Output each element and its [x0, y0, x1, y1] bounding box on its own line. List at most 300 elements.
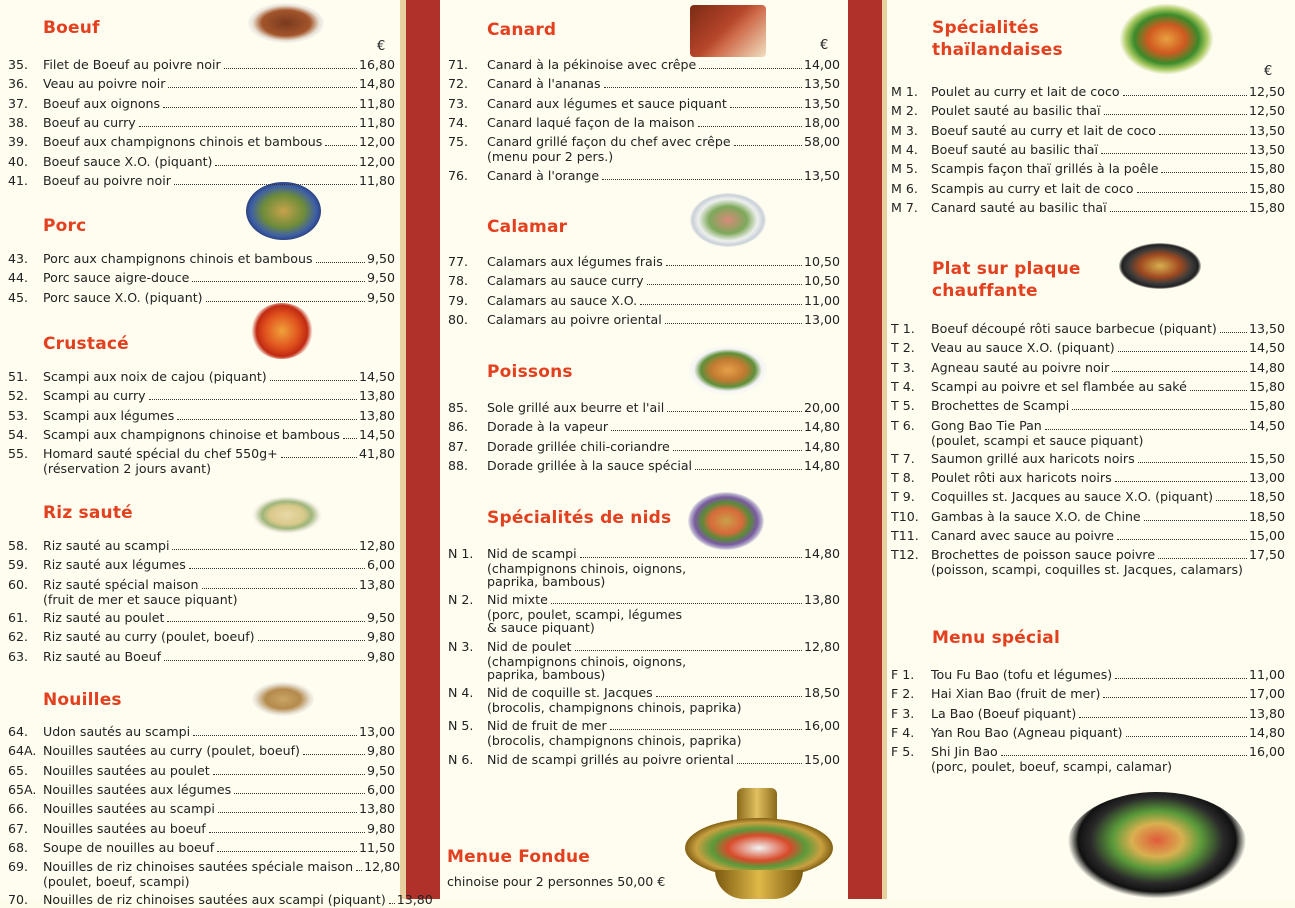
menu-panel-left: [0, 0, 433, 908]
item-name: Agneau sauté au poivre noir: [931, 359, 1110, 375]
item-number: 39.: [8, 134, 29, 150]
item-number: T 8.: [891, 470, 915, 486]
item-number: 85.: [448, 400, 469, 415]
dot-leader: [1072, 409, 1247, 410]
item-price: 18,50: [803, 684, 840, 700]
item-description: (porc, poulet, scampi, légumes: [487, 607, 683, 623]
menu-item: [448, 96, 840, 112]
currency-symbol: €: [377, 39, 386, 54]
item-number: 71.: [448, 57, 469, 72]
item-price: 11,80: [358, 172, 395, 188]
item-name: Dorade grillée à la sauce spécial: [487, 457, 693, 473]
item-name: Riz sauté au scampi: [43, 538, 170, 553]
beef-dish-photo: [248, 3, 324, 43]
item-name: Homard sauté spécial du chef 550g+: [43, 446, 278, 462]
item-name: Nouilles sautées au scampi: [43, 801, 215, 817]
dot-leader: [356, 870, 362, 871]
menu-item: [8, 446, 395, 475]
item-price: 12,80: [364, 859, 401, 875]
hot-plate-photo: [1119, 243, 1201, 289]
item-description: (poulet, scampi et sauce piquant): [931, 432, 1144, 448]
dot-leader: [551, 603, 802, 604]
item-name: Saumon grillé aux haricots noirs: [931, 450, 1135, 466]
item-description: (champignons chinois, oignons,: [487, 561, 687, 576]
dot-leader: [580, 557, 802, 558]
dot-leader: [1103, 697, 1247, 698]
item-number: 70.: [8, 892, 29, 908]
item-name: Boeuf au curry: [43, 114, 136, 130]
section-title-menu-special: Menu spécial: [932, 628, 1060, 648]
item-name: Sole grillé aux beurre et l'ail: [487, 400, 665, 415]
item-description: paprika, bambous): [487, 666, 606, 682]
item-price: 9,80: [366, 743, 395, 759]
item-price: 12,00: [358, 153, 395, 169]
menu-item: [8, 115, 395, 131]
menu-item: [8, 96, 395, 112]
menu-item: [8, 369, 395, 385]
dot-leader: [303, 754, 365, 755]
menu-item: [8, 76, 395, 92]
item-price: 14,80: [803, 457, 840, 473]
item-description: (poisson, scampi, coquilles st. Jacques, calamars): [931, 562, 1243, 578]
item-name: Riz sauté au Boeuf: [43, 648, 162, 664]
item-number: M 1.: [891, 84, 918, 99]
item-price: 9,50: [366, 609, 395, 625]
item-number: 86.: [448, 419, 469, 435]
dot-leader: [575, 650, 802, 651]
item-price: 9,50: [366, 289, 395, 305]
item-price: 12,00: [358, 134, 395, 150]
item-price: 6,00: [366, 781, 395, 797]
section-title-nids: Spécialités de nids: [487, 508, 672, 528]
currency-symbol: €: [1264, 64, 1273, 79]
dot-leader: [389, 903, 395, 904]
item-price: 14,00: [803, 57, 840, 72]
item-number: F 3.: [891, 705, 915, 721]
item-name: Riz sauté au poulet: [43, 609, 165, 625]
item-name: Soupe de nouilles au boeuf: [43, 839, 215, 855]
menu-item: [8, 408, 395, 424]
dot-leader: [224, 68, 357, 69]
item-name: Canard à la pékinoise avec crêpe: [487, 57, 697, 72]
menu-item: [8, 629, 395, 645]
menu-item: [8, 251, 395, 267]
menu-item: [8, 173, 395, 189]
item-name: Canard avec sauce au poivre: [931, 528, 1114, 543]
item-description: (réservation 2 jours avant): [43, 461, 212, 477]
item-name: Hai Xian Bao (fruit de mer): [931, 686, 1101, 702]
item-price: 9,80: [366, 648, 395, 664]
section-title-boeuf: Boeuf: [43, 18, 100, 38]
item-name: Shi Jin Bao: [931, 744, 998, 760]
menu-item: [8, 649, 395, 665]
dot-leader: [1158, 558, 1247, 559]
item-price: 9,50: [366, 762, 395, 778]
item-name: Nid de scampi: [487, 546, 577, 561]
item-price: 14,80: [1248, 359, 1285, 375]
item-number: M 6.: [891, 180, 918, 196]
pork-dish-photo: [246, 182, 321, 240]
item-number: 69.: [8, 859, 29, 875]
item-price: 13,80: [358, 407, 395, 423]
menu-item: [891, 528, 1285, 544]
item-name: Calamars aux légumes frais: [487, 254, 663, 269]
menu-item: [8, 557, 395, 573]
item-number: N 5.: [448, 718, 474, 734]
menu-item: [891, 161, 1285, 177]
item-number: T 4.: [891, 378, 915, 394]
item-name: Nouilles sautées au poulet: [43, 762, 210, 778]
item-name: Boeuf aux champignons chinois et bambous: [43, 134, 323, 150]
item-price: 14,80: [803, 546, 840, 561]
item-price: 15,80: [1248, 180, 1285, 196]
item-number: T 1.: [891, 321, 915, 336]
panel-divider: [848, 0, 882, 899]
item-price: 14,50: [358, 369, 395, 384]
section-title-line: thaïlandaises: [932, 40, 1063, 60]
menu-item: [448, 254, 840, 270]
item-name: Nouilles de riz chinoises sautées spéciale maison: [43, 859, 354, 875]
menu-item: [8, 763, 395, 779]
menu-item: [448, 439, 840, 455]
menu-item: [8, 154, 395, 170]
item-description: paprika, bambous): [487, 574, 606, 589]
item-number: T10.: [891, 508, 919, 524]
menu-item: [8, 610, 395, 626]
item-price: 14,50: [1248, 340, 1285, 356]
item-description: (menu pour 2 pers.): [487, 149, 614, 165]
item-price: 6,00: [366, 557, 395, 573]
dot-leader: [602, 179, 802, 180]
item-name: Yan Rou Bao (Agneau piquant): [931, 724, 1123, 740]
item-name: Canard sauté au basilic thaï: [931, 199, 1107, 215]
dot-leader: [1118, 351, 1247, 352]
dot-leader: [611, 430, 802, 431]
section-title-crustace: Crustacé: [43, 334, 129, 354]
item-price: 15,80: [1248, 199, 1285, 215]
item-number: 64.: [8, 724, 29, 739]
item-price: 15,00: [1248, 528, 1285, 543]
item-price: 13,80: [396, 892, 433, 908]
item-number: 65A.: [8, 781, 37, 797]
item-price: 13,50: [803, 76, 840, 92]
item-number: 58.: [8, 538, 29, 553]
item-name: Scampi aux noix de cajou (piquant): [43, 369, 267, 384]
item-name: Scampi au poivre et sel flambée au saké: [931, 378, 1187, 394]
item-description: (brocolis, champignons chinois, paprika): [487, 699, 742, 715]
dot-leader: [1045, 429, 1247, 430]
item-price: 13,50: [1248, 122, 1285, 138]
item-name: Canard à l'ananas: [487, 76, 601, 92]
item-name: Tou Fu Bao (tofu et légumes): [931, 667, 1113, 682]
item-price: 18,50: [1248, 489, 1285, 505]
dot-leader: [172, 549, 356, 550]
menu-item: [448, 639, 840, 681]
item-number: 62.: [8, 629, 29, 645]
item-price: 15,50: [1248, 450, 1285, 466]
item-number: 45.: [8, 289, 29, 305]
item-name: Riz sauté aux légumes: [43, 557, 186, 573]
item-number: 66.: [8, 801, 29, 817]
menu-item: [8, 388, 395, 404]
item-number: 60.: [8, 576, 29, 592]
item-price: 13,00: [358, 724, 395, 739]
dot-leader: [1159, 134, 1247, 135]
dot-leader: [1190, 390, 1247, 391]
menu-item: [891, 103, 1285, 119]
menu-item: [448, 546, 840, 588]
dot-leader: [1144, 520, 1247, 521]
menu-item: [891, 181, 1285, 197]
dot-leader: [647, 284, 802, 285]
item-price: 10,50: [803, 254, 840, 269]
item-price: 13,80: [358, 576, 395, 592]
item-name: Dorade à la vapeur: [487, 419, 609, 435]
item-number: T 2.: [891, 340, 915, 356]
item-name: Scampi au curry: [43, 388, 146, 404]
item-price: 14,80: [803, 419, 840, 435]
item-name: Calamars au poivre oriental: [487, 311, 662, 327]
item-number: N 1.: [448, 546, 474, 561]
item-number: N 4.: [448, 684, 474, 700]
item-price: 12,50: [1248, 103, 1285, 119]
dot-leader: [656, 696, 802, 697]
item-number: 87.: [448, 438, 469, 454]
item-number: M 2.: [891, 103, 918, 119]
item-price: 9,50: [366, 251, 395, 266]
menu-item: [8, 859, 401, 890]
menu-panel-middle: [440, 0, 848, 899]
menu-item: [448, 592, 840, 634]
item-description: (brocolis, champignons chinois, paprika): [487, 733, 742, 749]
item-number: M 4.: [891, 141, 918, 157]
dot-leader: [163, 107, 357, 108]
item-price: 20,00: [803, 400, 840, 415]
dot-leader: [193, 735, 357, 736]
item-name: Coquilles st. Jacques au sauce X.O. (piquant): [931, 489, 1214, 505]
menu-item: [8, 821, 395, 837]
dot-leader: [202, 588, 357, 589]
dot-leader: [325, 145, 357, 146]
item-number: T12.: [891, 547, 919, 563]
fondue-description: chinoise pour 2 personnes 50,00 €: [447, 874, 666, 889]
item-price: 14,50: [358, 426, 395, 442]
item-number: 79.: [448, 292, 469, 308]
menu-item: [891, 123, 1285, 139]
menu-item: [448, 115, 840, 131]
item-price: 14,80: [358, 76, 395, 92]
item-description: (champignons chinois, oignons,: [487, 653, 687, 669]
item-description: (porc, poulet, boeuf, scampi, calamar): [931, 759, 1173, 775]
item-price: 15,80: [1248, 161, 1285, 177]
item-price: 18,50: [1248, 508, 1285, 524]
menu-item: [891, 451, 1285, 467]
item-price: 58,00: [803, 134, 840, 150]
item-name: Calamars au sauce curry: [487, 273, 644, 289]
calamari-dish-photo: [690, 193, 766, 247]
item-name: Riz sauté au curry (poulet, boeuf): [43, 629, 255, 645]
dot-leader: [699, 68, 802, 69]
noodles-photo: [252, 682, 314, 716]
menu-item: [891, 142, 1285, 158]
item-price: 11,50: [358, 839, 395, 855]
item-price: 15,80: [1248, 378, 1285, 394]
menu-item: [8, 57, 395, 73]
dot-leader: [139, 126, 357, 127]
dot-leader: [1112, 371, 1247, 372]
menu-item: [891, 489, 1285, 505]
item-number: 68.: [8, 839, 29, 855]
item-number: 65.: [8, 762, 29, 778]
nest-dish-photo: [688, 492, 764, 550]
item-price: 12,80: [358, 538, 395, 553]
item-price: 13,80: [358, 388, 395, 404]
dot-leader: [1123, 95, 1247, 96]
dot-leader: [667, 411, 802, 412]
item-name: Poulet rôti aux haricots noirs: [931, 470, 1112, 486]
dot-leader: [1001, 755, 1247, 756]
dot-leader: [695, 469, 802, 470]
item-price: 11,00: [1248, 667, 1285, 682]
item-number: 88.: [448, 457, 469, 473]
item-price: 15,80: [1248, 398, 1285, 414]
item-price: 9,50: [366, 270, 395, 286]
dot-leader: [1216, 500, 1247, 501]
item-name: Dorade grillée chili-coriandre: [487, 438, 670, 454]
menu-item: [8, 290, 395, 306]
menu-item: [891, 200, 1285, 216]
item-name: Filet de Boeuf au poivre noir: [43, 57, 221, 72]
section-title-nouilles: Nouilles: [43, 690, 122, 710]
menu-item: [448, 293, 840, 309]
item-number: 53.: [8, 407, 29, 423]
item-name: Poulet sauté au basilic thaï: [931, 103, 1101, 119]
dot-leader: [673, 450, 802, 451]
hot-pot-photo: [685, 788, 833, 899]
item-name: Calamars au sauce X.O.: [487, 292, 638, 308]
item-name: Boeuf découpé rôti sauce barbecue (piquant): [931, 321, 1217, 336]
item-number: F 5.: [891, 744, 915, 760]
shrimp-dish-photo: [250, 303, 314, 359]
dot-leader: [1110, 211, 1247, 212]
menu-item: [891, 379, 1285, 395]
item-name: Boeuf au poivre noir: [43, 172, 171, 188]
dot-leader: [258, 640, 365, 641]
item-price: 13,80: [803, 592, 840, 608]
item-price: 9,80: [366, 629, 395, 645]
section-title-fondue: Menue Fondue: [447, 847, 591, 867]
menu-item: [891, 470, 1285, 486]
menu-item: [448, 685, 840, 714]
dot-leader: [640, 304, 802, 305]
dot-leader: [149, 399, 357, 400]
item-number: 67.: [8, 820, 29, 836]
item-number: 64A.: [8, 743, 37, 759]
dot-leader: [734, 145, 802, 146]
menu-item: [448, 458, 840, 474]
item-name: La Bao (Boeuf piquant): [931, 705, 1077, 721]
item-number: 41.: [8, 172, 29, 188]
item-description: (poulet, boeuf, scampi): [43, 874, 190, 890]
menu-item: [891, 686, 1285, 702]
item-name: Canard grillé façon du chef avec crêpe: [487, 134, 731, 150]
item-name: Gong Bao Tie Pan: [931, 417, 1042, 433]
item-number: N 2.: [448, 592, 474, 608]
item-price: 12,80: [803, 638, 840, 654]
dot-leader: [174, 184, 357, 185]
dot-leader: [1101, 153, 1247, 154]
dot-leader: [665, 323, 802, 324]
item-name: Nid de poulet: [487, 638, 572, 654]
section-title-line: Spécialités: [932, 18, 1039, 38]
dot-leader: [164, 660, 365, 661]
item-price: 14,80: [1248, 724, 1285, 740]
item-number: 80.: [448, 311, 469, 327]
item-price: 10,50: [803, 273, 840, 289]
item-price: 41,80: [358, 446, 395, 462]
item-name: Boeuf aux oignons: [43, 95, 161, 111]
item-number: 52.: [8, 388, 29, 404]
menu-item: [8, 724, 395, 740]
menu-item: [8, 134, 395, 150]
menu-item: [891, 340, 1285, 356]
item-price: 16,80: [358, 57, 395, 72]
menu-item: [448, 273, 840, 289]
menu-panel-right: [887, 0, 1295, 899]
item-price: 13,80: [1248, 705, 1285, 721]
dot-leader: [192, 281, 365, 282]
dot-leader: [730, 107, 802, 108]
item-price: 18,00: [803, 114, 840, 130]
menu-item: [8, 270, 395, 286]
section-title-plaque: [932, 258, 1081, 302]
item-number: 61.: [8, 609, 29, 625]
item-number: M 5.: [891, 161, 918, 177]
menu-item: [8, 782, 395, 798]
menu-item: [448, 312, 840, 328]
section-title-porc: Porc: [43, 216, 87, 236]
item-number: M 3.: [891, 122, 918, 138]
item-number: T 5.: [891, 398, 915, 414]
item-number: 55.: [8, 446, 29, 462]
dot-leader: [1161, 172, 1246, 173]
item-number: 36.: [8, 76, 29, 92]
clay-pot-photo: [1067, 792, 1247, 899]
menu-item: [8, 743, 395, 759]
item-name: Riz sauté spécial maison: [43, 576, 199, 592]
dot-leader: [604, 87, 802, 88]
currency-symbol: €: [820, 38, 829, 53]
item-price: 13,50: [1248, 141, 1285, 157]
item-number: T11.: [891, 528, 919, 543]
item-name: Boeuf sauté au curry et lait de coco: [931, 122, 1157, 138]
item-name: Canard aux légumes et sauce piquant: [487, 95, 727, 111]
item-price: 15,00: [803, 751, 840, 767]
dot-leader: [610, 729, 802, 730]
dot-leader: [316, 262, 365, 263]
item-name: Nid de fruit de mer: [487, 718, 607, 734]
item-price: 17,00: [1248, 686, 1285, 702]
item-number: 51.: [8, 369, 29, 384]
dot-leader: [698, 126, 802, 127]
item-price: 11,00: [803, 292, 840, 308]
menu-item: [891, 509, 1285, 525]
item-price: 11,80: [358, 95, 395, 111]
item-number: 73.: [448, 95, 469, 111]
dot-leader: [737, 763, 802, 764]
dot-leader: [1079, 717, 1247, 718]
item-name: Veau au poivre noir: [43, 76, 166, 92]
